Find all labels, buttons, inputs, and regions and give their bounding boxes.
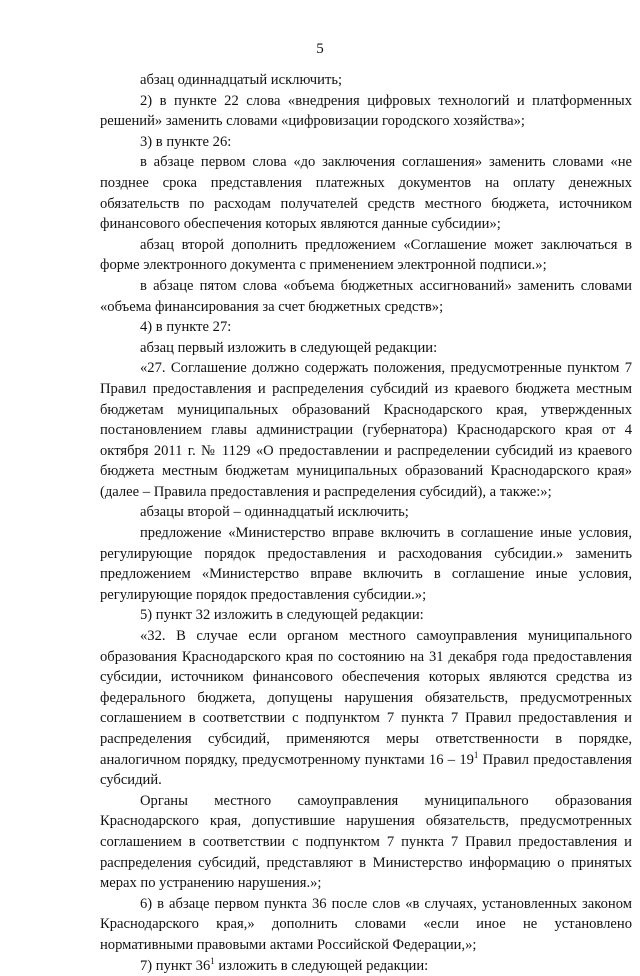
paragraph: абзац второй дополнить предложением «Соглашение может заключаться в форме электронного документа с применением электронной подписи.»; [100, 236, 632, 274]
paragraph: «27. Соглашение должно содержать положения, предусмотренные пунктом 7 Правил предоставления и распределения субсидий из краевого бюджета местным бюджетам муниципальных образований Краснодарского края, утвержденных постановлением главы администрации (губернатора) Краснодарского края от 4 октября 2011 г. № 1129 «О предоставлении и распределении субсидий из краевого бюджета местным бюджетам муниципальных образований Краснодарского края» (далее – Правила предоставления и распределения субсидий), а также:»; [100, 360, 632, 500]
paragraph: Органы местного самоуправления муниципального образования Краснодарского края, допустившие нарушения обязательств, предусмотренных соглашением в соответствии с подпунктом 7 пункта 7 Правил предоставления и распределения субсидий, представляют в Министерство информацию о принятых мерах по устранению нарушения.»; [100, 792, 632, 892]
paragraph: 3) в пункте 26: [140, 133, 232, 150]
paragraph: абзац одиннадцатый исключить; [140, 72, 343, 88]
paragraph: 5) пункт 32 изложить в следующей редакции: [140, 607, 424, 624]
paragraph: в абзаце пятом слова «объема бюджетных ассигнований» заменить словами «объема финансирования за счет бюджетных средств»; [100, 277, 632, 315]
paragraph: предложение «Министерство вправе включить в соглашение иные условия, регулирующие порядок предоставления и расходования субсидии.» заменить предложением «Министерство вправе включить в соглашение иные условия, регулирующие порядок предоставления субсидии.»; [100, 525, 632, 603]
paragraph: 4) в пункте 27: [140, 319, 232, 336]
page-number: 5 [316, 41, 324, 57]
paragraph: абзацы второй – одиннадцатый исключить; [140, 504, 409, 521]
paragraph: в абзаце первом слова «до заключения соглашения» заменить словами «не позднее срока представления платежных документов на оплату денежных обязательств по расходам получателей средств местного бюджета, источником финансового обеспечения которых являются данные субсидии»; [100, 154, 632, 233]
paragraph: 7) пункт $36^1$ изложить в следующей редакции: [140, 955, 429, 974]
superscript: 1 [473, 749, 479, 760]
paragraph: «32. В случае если органом местного самоуправления муниципального образования Краснодарского края по состоянию на 31 декабря года предоставления субсидии, источником финансового обеспечения которых являются средства из федерального бюджета, допущены нарушения обязательств, предусмотренных соглашением в соответствии с подпунктом 7 пункта 7 Правил предоставления и распределения субсидий, применяются меры ответственности в порядке, аналогичном порядку, предусмотренному пунктами $16 - 19^1$ Правил предоставления субсидий. [100, 628, 633, 789]
paragraph: 6) в абзаце первом пункта 36 после слов «в случаях, установленных законом Краснодарского края,» дополнить словами «если иное не установлено нормативными правовыми актами Российской Федерации,»; [100, 895, 632, 953]
document-body [100, 70, 632, 976]
paragraph: абзац первый изложить в следующей редакции: [140, 339, 438, 356]
superscript: 1 [210, 955, 215, 966]
paragraph: 2) в пункте 22 слова «внедрения цифровых технологий и платформенных решений» заменить словами «цифровизации городского хозяйства»; [100, 92, 632, 130]
